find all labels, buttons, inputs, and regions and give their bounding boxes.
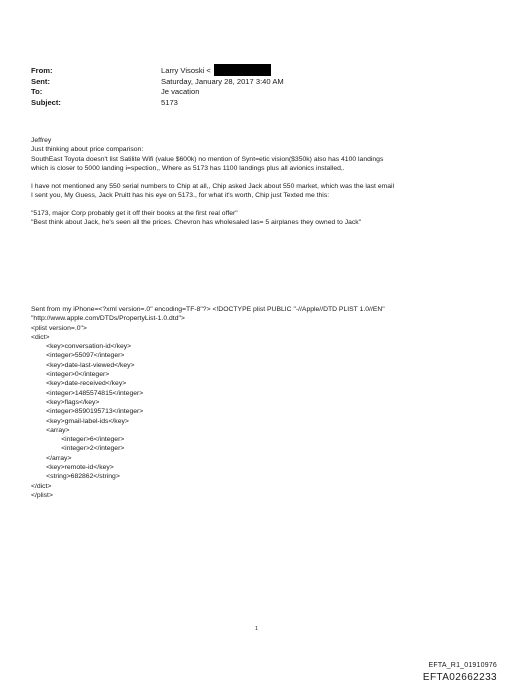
code-line: </array> [31, 454, 72, 462]
email-header [31, 66, 284, 108]
from-value [161, 66, 271, 77]
code-line: <key>flags</key> [31, 398, 100, 406]
code-line: <key>date-last-viewed</key> [31, 361, 135, 369]
bates-number-primary: EFTA_R1_01910976 [428, 662, 497, 669]
code-line: <integer>1485574815</integer> [31, 389, 144, 397]
body-line: Jeffrey [31, 137, 52, 144]
body-line: I sent you, My Guess, Jack Pruitt has his eye on 5173., for what it's worth, Chip just Texted me this: [31, 192, 330, 200]
bates-number-secondary: EFTA02662233 [422, 672, 497, 683]
code-line: <string>682862</string> [31, 473, 120, 481]
spacer [31, 200, 394, 209]
code-line: </plist> [31, 491, 53, 499]
code-line: "http://www.apple.com/DTDs/PropertyList-1.0.dtd"> [31, 315, 185, 323]
body-line: Just thinking about price comparison: [31, 146, 144, 154]
body-line: SouthEast Toyota doesn't list Satilite Wifi (value $600k) no mention of Synt=etic vision($350k) also has 4100 landings [31, 155, 384, 163]
code-line: <key>remote-id</key> [31, 464, 114, 472]
code-line: </dict> [31, 482, 52, 490]
sent-row [31, 77, 284, 88]
subject-value: 5173 [161, 97, 178, 107]
from-label: From: [31, 66, 53, 75]
subject-label: Subject: [31, 97, 61, 107]
email-body [31, 136, 394, 228]
sent-label: Sent: [31, 76, 50, 86]
code-line: <integer>2</integer> [31, 445, 125, 453]
from-name: Larry Visoski < [161, 66, 211, 75]
code-line: <integer>0</integer> [31, 371, 110, 379]
page-number: 1 [255, 626, 259, 632]
quote-line: "5173, major Corp probably get it off their books at the first real offer" [31, 209, 238, 217]
code-line: <plist version=.0"> [31, 324, 87, 332]
from-row [31, 66, 284, 77]
to-label: To: [31, 87, 43, 96]
code-line: <key>date-received</key> [31, 380, 127, 388]
plist-block [31, 305, 385, 500]
redaction-block [214, 64, 271, 76]
code-line: <dict> [31, 333, 50, 341]
to-row [31, 87, 284, 98]
to-value: Je vacation [161, 87, 200, 96]
sent-value: Saturday, January 28, 2017 3:40 AM [161, 76, 284, 86]
code-line: Sent from my iPhone=<?xml version=.0" encoding=TF-8"?> <!DOCTYPE plist PUBLIC "-//Apple//DTD PLIST 1.0//EN" [31, 306, 385, 313]
code-line: <key>conversation-id</key> [31, 343, 132, 351]
body-line: I have not mentioned any 550 serial numbers to Chip at all,, Chip asked Jack about 550 market, which was the last email [31, 182, 395, 190]
code-line: <key>gmail-label-ids</key> [31, 417, 129, 425]
spacer [31, 173, 394, 182]
code-line: <integer>8590195713</integer> [31, 408, 144, 416]
body-line: which is closer to 5000 landing i=spection,, Where as 5173 has 1100 landings plus all avionics installed,. [31, 164, 345, 172]
code-line: <integer>6</integer> [31, 436, 125, 444]
code-line: <integer>55097</integer> [31, 352, 125, 360]
code-line: <array> [31, 426, 70, 434]
subject-row [31, 98, 284, 109]
quote-line: "Best think about Jack, he's seen all the prices. Chevron has wholesaled las= 5 airplanes they owned to Jack" [31, 219, 362, 227]
